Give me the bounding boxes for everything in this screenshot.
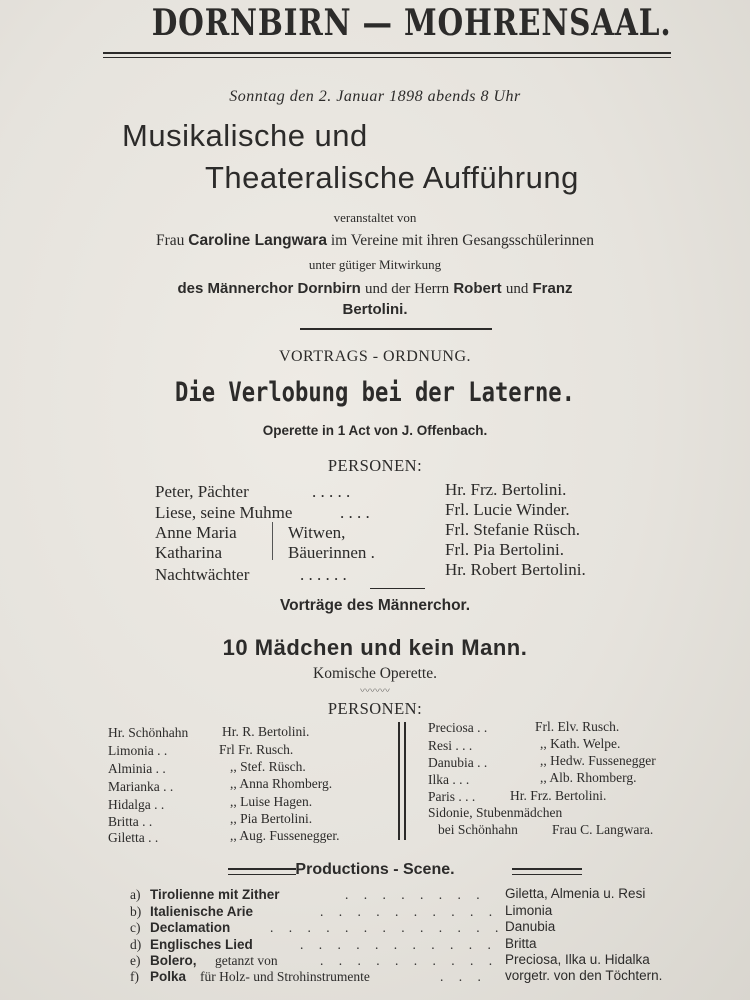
cast-role: Sidonie, Stubenmädchen (428, 805, 563, 820)
production-title: Declamation (150, 920, 231, 935)
cast-role: Katharina (155, 543, 223, 562)
cast-role: Giletta . . (108, 830, 159, 845)
cast-role: Liese, seine Muhme (155, 503, 293, 522)
organized-by: veranstaltet von (333, 210, 417, 225)
cast-role: Preciosa . . (428, 720, 488, 735)
cast-actor: ,, Pia Bertolini. (230, 811, 313, 826)
production-extra: getanzt von (215, 953, 278, 968)
production-extra: für Holz- und Strohinstrumente (200, 969, 370, 984)
cast-role: Alminia . . (108, 761, 166, 776)
wavy-ornament: 〰〰〰 (360, 686, 390, 697)
cast-role: bei Schönhahn (438, 822, 518, 837)
choir-part5: und (505, 281, 529, 297)
cast-actor: Frl. Elv. Rusch. (535, 719, 620, 734)
production-title: Tirolienne mit Zither (150, 887, 280, 902)
ornament-rule-right-bottom (512, 874, 582, 875)
production-title: Italienische Arie (150, 904, 254, 919)
cast-actor: Frau C. Langwara. (552, 822, 654, 837)
event-title-line2: Theateralische Aufführung (205, 160, 579, 195)
choir-part2: Männerchor Dornbirn (207, 280, 361, 297)
cast-actor: Hr. Robert Bertolini. (445, 560, 586, 579)
cast-actor: ,, Hedw. Fussenegger (540, 753, 656, 768)
production-dots: . . . (440, 969, 487, 984)
choir-part1: des (177, 280, 204, 297)
cast-role: Ilka . . . (428, 772, 470, 787)
production-performers: Limonia (505, 903, 553, 918)
cast-role: Britta . . (108, 814, 153, 829)
play2-title: 10 Mädchen und kein Mann. (222, 635, 528, 660)
production-performers: vorgetr. von den Töchtern. (505, 968, 663, 983)
choir-part7-line: Bertolini. (342, 301, 408, 318)
divider-2 (370, 588, 425, 589)
production-performers: Preciosa, Ilka u. Hidalka (505, 952, 650, 967)
cast-dots: . . . . (340, 503, 370, 522)
host-name: Caroline Langwara (188, 232, 327, 249)
cast-role: Peter, Pächter (155, 482, 249, 501)
brace-bar (272, 522, 273, 560)
cast-actor: Hr. Frz. Bertolini. (510, 788, 607, 803)
cast-actor: Frl. Stefanie Rüsch. (445, 520, 581, 539)
cast-actor: ,, Alb. Rhomberg. (540, 770, 637, 785)
choir-line (0, 280, 750, 298)
cast-dots: . . . . . (312, 482, 351, 501)
cast-actor: Frl. Pia Bertolini. (445, 540, 564, 559)
cast-actor: Frl Fr. Rusch. (219, 742, 294, 757)
production-letter: d) (130, 937, 142, 952)
choir-part6: Franz (532, 280, 573, 297)
production-letter: c) (130, 920, 141, 935)
production-performers: Danubia (505, 919, 556, 934)
production-letter: f) (130, 969, 139, 984)
cast-actor: ,, Aug. Fussenegger. (230, 828, 340, 843)
productions-heading: Productions - Scene. (295, 861, 455, 878)
host-line (0, 232, 750, 250)
cooperation-line: unter gütiger Mitwirkung (308, 257, 442, 272)
title-underline-thin (103, 57, 671, 58)
production-dots: . . . . . . . . (345, 887, 486, 902)
production-dots: . . . . . . . . . . (320, 953, 499, 968)
production-letter: b) (130, 904, 142, 919)
column-divider-left (398, 722, 400, 840)
host-suffix: im Vereine mit ihren Gesangsschülerinnen (330, 232, 594, 249)
play1-subtitle: Operette in 1 Act von J. Offenbach. (262, 423, 488, 438)
play2-subtitle: Komische Operette. (313, 665, 437, 682)
cast-actor: ,, Kath. Welpe. (540, 736, 621, 751)
cast-role: Marianka . . (108, 779, 174, 794)
cast-role: Limonia . . (108, 743, 168, 758)
cast-role: Hr. Schönhahn (108, 725, 189, 740)
production-dots: . . . . . . . . . . . . . (270, 920, 505, 935)
divider-1 (300, 328, 492, 330)
production-title: Bolero, (150, 953, 197, 968)
cast-actor: ,, Stef. Rüsch. (230, 759, 306, 774)
persons-heading: PERSONEN: (327, 456, 423, 475)
program-heading: VORTRAGS - ORDNUNG. (278, 348, 472, 365)
choir-part4: Robert (453, 280, 502, 297)
cast-dots: Witwen, (288, 523, 346, 542)
date-line: Sonntag den 2. Januar 1898 abends 8 Uhr (229, 88, 521, 105)
cast-dots: . . . . . . (300, 565, 347, 584)
production-performers: Giletta, Almenia u. Resi (505, 886, 646, 901)
cast-role: Danubia . . (428, 755, 488, 770)
production-letter: a) (130, 887, 141, 902)
title-underline (103, 52, 671, 54)
production-title: Polka (150, 969, 187, 984)
choir-heading: Vorträge des Männerchor. (279, 597, 471, 614)
production-dots: . . . . . . . . . . (320, 904, 499, 919)
cast-actor: ,, Anna Rhomberg. (230, 776, 333, 791)
cast-role: Paris . . . (428, 789, 476, 804)
play1-title: Die Verlobung bei der Laterne. (175, 377, 575, 408)
cast-actor: Frl. Lucie Winder. (445, 500, 570, 519)
cast-actor: Hr. Frz. Bertolini. (445, 480, 567, 499)
ornament-rule-right-top (512, 868, 582, 870)
event-title-line1: Musikalische und (122, 118, 368, 153)
production-dots: . . . . . . . . . . . (300, 937, 497, 952)
cast-role: Nachtwächter (155, 565, 250, 584)
cast-dots: Bäuerinnen . (288, 543, 375, 562)
host-prefix: Frau (155, 232, 185, 249)
choir-part3: und der Herrn (365, 281, 450, 297)
cast-role: Hidalga . . (108, 797, 165, 812)
column-divider-right (404, 722, 406, 840)
cast-actor: ,, Luise Hagen. (230, 794, 313, 809)
production-title: Englisches Lied (150, 937, 253, 952)
cast-role: Resi . . . (428, 738, 473, 753)
cast-role: Anne Maria (155, 523, 237, 542)
production-letter: e) (130, 953, 141, 968)
production-performers: Britta (505, 936, 537, 951)
persons-heading-2: PERSONEN: (327, 699, 423, 718)
page-title: DORNBIRN — MOHRENSAAL. (151, 2, 672, 44)
cast-actor: Hr. R. Bertolini. (222, 724, 310, 739)
